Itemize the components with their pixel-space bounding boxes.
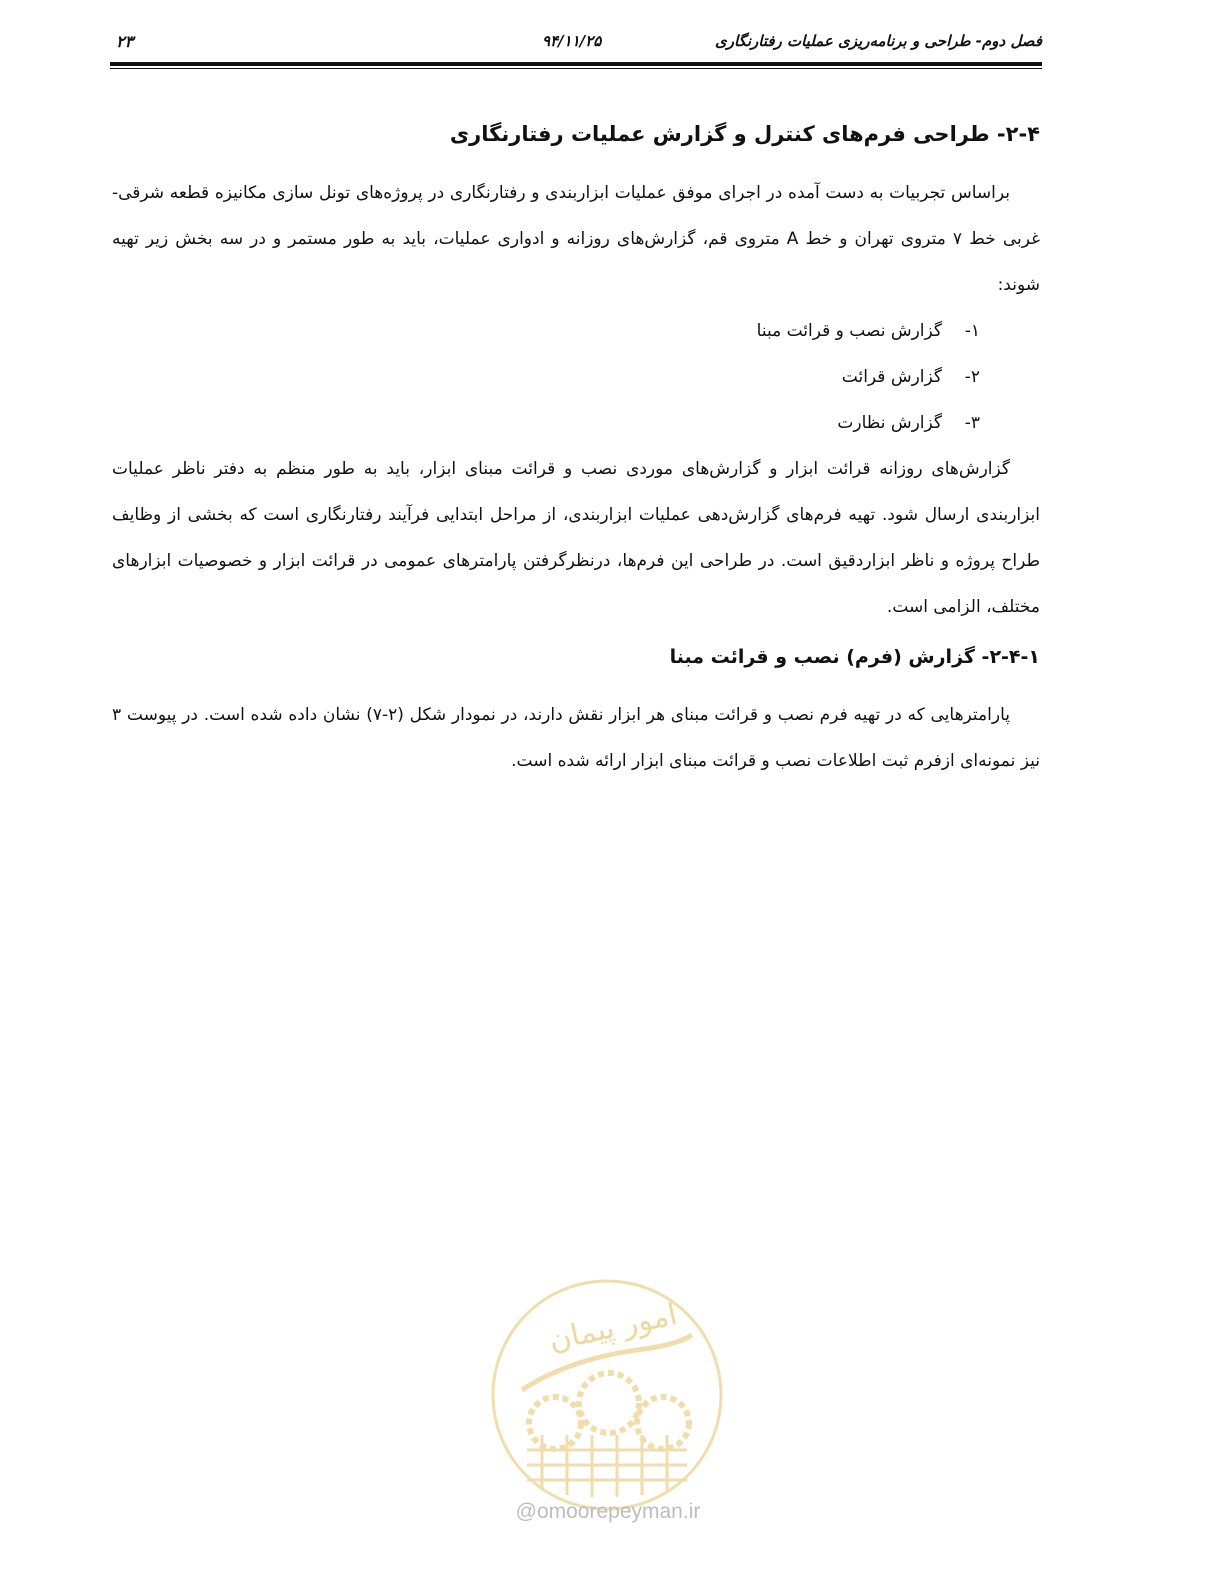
watermark-logo-text: امور پیمان	[545, 1297, 681, 1359]
list-item	[112, 308, 980, 354]
header-chapter-title: فصل دوم- طراحی و برنامه‌ریزی عملیات رفتارنگاری	[715, 32, 1042, 50]
page-number: ۲۳	[116, 32, 134, 51]
list-number: ۳-	[964, 413, 980, 433]
section-heading: ۲-۴- طراحی فرم‌های کنترل و گزارش عملیات رفتارنگاری	[449, 122, 1040, 146]
report-types-list	[112, 308, 1040, 446]
header-date: ۹۴/۱۱/۲۵	[542, 32, 602, 50]
header-rule-thin	[110, 68, 1042, 69]
list-text: گزارش قرائت	[841, 367, 942, 387]
header-rule-thick	[110, 62, 1042, 66]
subsection-heading: ۲-۴-۱- گزارش (فرم) نصب و قرائت مبنا	[669, 646, 1040, 668]
intro-paragraph: براساس تجربیات به دست آمده در اجرای موفق عملیات ابزاربندی و رفتارنگاری در پروژه‌های تونل سازی مکانیزه قطعه شرقی- غربی خط ۷ متروی تهران و خط A متروی قم، گزارش‌های روزانه و ادواری عملیات، باید به طور مستمر و در سه بخش زیر تهیه شوند:	[112, 183, 1040, 295]
body-paragraph: گزارش‌های روزانه قرائت ابزار و گزارش‌های موردی نصب و قرائت مبنای ابزار، باید به طور منظم به دفتر ناظر عملیات ابزاربندی ارسال شود. تهیه فرم‌های گزارش‌دهی عملیات ابزاربندی، از مراحل ابتدایی فرآیند رفتارنگاری است که بخشی از وظایف طراح پروژه و ناظر ابزاردقیق است. در طراحی این فرم‌ها، درنظرگرفتن پارامترهای عمومی در قرائت ابزار و خصوصیات ابزارهای مختلف، الزامی است.	[112, 459, 1040, 617]
at-icon: @	[515, 1500, 537, 1523]
watermark-logo	[487, 1275, 727, 1515]
subsection-paragraph: پارامترهایی که در تهیه فرم نصب و قرائت مبنای هر ابزار نقش دارند، در نمودار شکل (۲-۷) نشان داده شده است. در پیوست ۳ نیز نمونه‌ای ازفرم ثبت اطلاعات نصب و قرائت مبنای ابزار ارائه شده است.	[112, 705, 1040, 771]
list-number: ۱-	[964, 321, 980, 341]
page-header	[110, 28, 1042, 58]
watermark-url-text: omoorepeyman.ir	[536, 1500, 701, 1523]
list-item	[112, 354, 980, 400]
watermark-url	[498, 1500, 718, 1524]
list-number: ۲-	[964, 367, 980, 387]
list-text: گزارش نصب و قرائت مبنا	[756, 321, 942, 341]
list-text: گزارش نظارت	[837, 413, 942, 433]
list-item	[112, 400, 980, 446]
page-content	[112, 112, 1040, 784]
